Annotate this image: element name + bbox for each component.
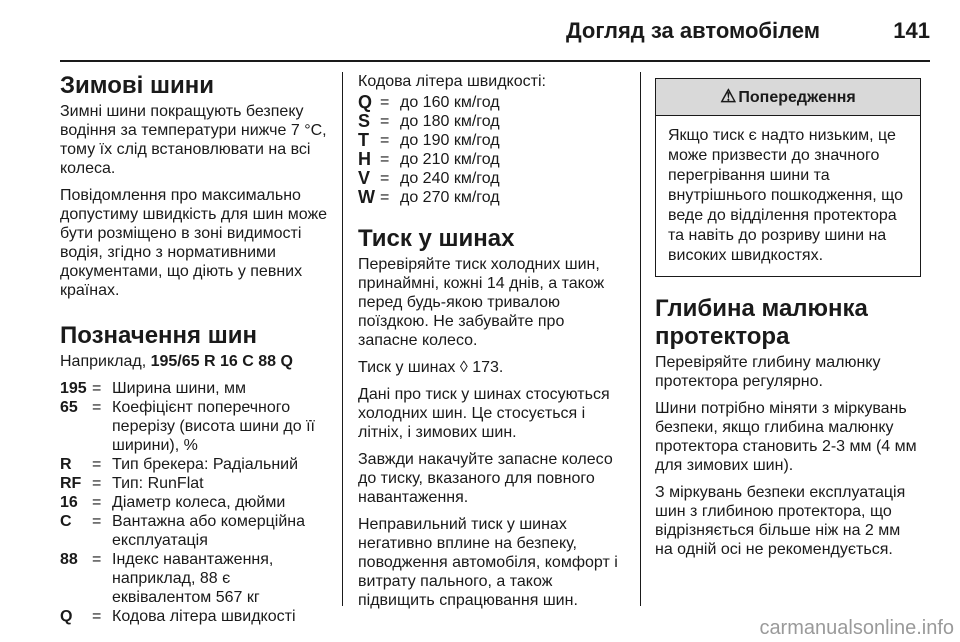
designation-row xyxy=(60,607,328,626)
speed-code-row-value: до 270 км/год xyxy=(400,189,500,206)
designation-row-value: Діаметр колеса, дюйми xyxy=(112,494,286,511)
designation-row-equals: = xyxy=(92,608,102,625)
winter-tires-paragraph-2: Повідомлення про максимально допустиму швидкість для шин може бути розміщено в зоні видимості водія, згідно з нормативними документами, що діють у певних країнах. xyxy=(60,187,328,299)
designation-row-key: Q xyxy=(60,608,73,625)
winter-tires-paragraph-1: Зимні шини покращують безпеку водіння за температури нижче 7 °C, тому їх слід встановлювати на всі колеса. xyxy=(60,103,327,177)
designation-row-value: Вантажна або комерційна експлуатація xyxy=(112,513,306,549)
designation-row-key: 88 xyxy=(60,551,78,568)
speed-code-row xyxy=(358,131,626,150)
pressure-paragraph-4: Завжди накачуйте запасне колесо до тиску, вказаного для повного навантаження. xyxy=(358,451,613,506)
designation-row-equals: = xyxy=(92,456,102,473)
pressure-reference xyxy=(358,358,626,377)
winter-tires-heading: Зимові шини xyxy=(60,72,214,99)
designation-row-equals: = xyxy=(92,494,102,511)
speed-code-row-equals: = xyxy=(380,132,390,149)
depth-paragraph-1: Перевіряйте глибину малюнку протектора регулярно. xyxy=(655,354,881,390)
example-prefix: Наприклад, xyxy=(60,353,151,370)
speed-code-row-key: V xyxy=(358,168,371,188)
tire-designation-heading: Позначення шин xyxy=(60,322,257,349)
speed-code-row xyxy=(358,169,626,188)
speed-code-row-key: Q xyxy=(358,92,373,112)
speed-code-row-value: до 190 км/год xyxy=(400,132,500,149)
warning-title: Попередження xyxy=(738,89,856,106)
designation-row-value: Ширина шини, мм xyxy=(112,380,247,397)
speed-code-row-value: до 180 км/год xyxy=(400,113,500,130)
warning-triangle-icon: ⚠ xyxy=(720,86,737,106)
header-rule xyxy=(60,60,930,62)
warning-box xyxy=(655,78,921,277)
designation-example xyxy=(60,352,328,371)
designation-row-key: 16 xyxy=(60,494,78,511)
designation-row-key: C xyxy=(60,513,72,530)
speed-code-intro: Кодова літера швидкості: xyxy=(358,73,546,90)
speed-code-row-key: H xyxy=(358,149,371,169)
speed-code-row-equals: = xyxy=(380,170,390,187)
depth-paragraph-3: З міркувань безпеки експлуатація шин з глибиною протектора, що відрізняється більше ніж на 2 мм на одній осі не рекомендується. xyxy=(655,484,906,558)
designation-row xyxy=(60,455,328,474)
speed-code-row-key: T xyxy=(358,130,369,150)
pressure-paragraph-5: Неправильний тиск у шинах негативно вплине на безпеку, поводження автомобіля, комфорт і витрату пального, а також підвищить спрацювання шин. xyxy=(358,516,618,609)
header-title: Догляд за автомобілем xyxy=(565,18,820,43)
example-code: 195/65 R 16 C 88 Q xyxy=(150,353,293,370)
speed-code-row-value: до 160 км/год xyxy=(400,94,500,111)
page-number: 141 xyxy=(893,18,930,43)
column-divider-1 xyxy=(342,72,343,606)
tire-pressure-heading: Тиск у шинах xyxy=(358,225,515,252)
pressure-ref-page: 173. xyxy=(467,359,504,376)
column-divider-2 xyxy=(640,72,641,606)
watermark: carmanualsonline.info xyxy=(759,617,954,639)
designation-list xyxy=(60,379,328,626)
pressure-paragraph-3: Дані про тиск у шинах стосуються холодних шин. Це стосується і літніх, і зимових шин. xyxy=(358,386,610,441)
speed-code-row-key: S xyxy=(358,111,371,131)
designation-row-key: 65 xyxy=(60,399,78,416)
designation-row-equals: = xyxy=(92,513,102,530)
designation-row-equals: = xyxy=(92,380,102,397)
designation-row-key: 195 xyxy=(60,380,87,397)
speed-code-row xyxy=(358,112,626,131)
page-header xyxy=(60,0,930,60)
designation-row-key: R xyxy=(60,456,72,473)
pressure-ref-text: Тиск у шинах xyxy=(358,359,460,376)
depth-paragraph-2: Шини потрібно міняти з міркувань безпеки, якщо глибина малюнку протектора становить 2-3 мм (4 мм для зимових шин). xyxy=(655,400,917,474)
designation-row-value: Індекс навантаження, наприклад, 88 є еквівалентом 567 кг xyxy=(112,551,274,606)
speed-code-row xyxy=(358,93,626,112)
warning-header xyxy=(656,79,920,116)
speed-code-row-equals: = xyxy=(380,113,390,130)
column-1 xyxy=(60,72,328,626)
designation-row xyxy=(60,550,328,607)
speed-code-row xyxy=(358,188,626,207)
speed-code-list xyxy=(358,93,626,207)
speed-code-row-equals: = xyxy=(380,189,390,206)
speed-code-row-value: до 240 км/год xyxy=(400,170,500,187)
warning-text: Якщо тиск є надто низьким, це може призвести до значного перегрівання шини та внутрішнього пошкодження, що веде до відділення протектора та навіть до розриву шини на високих швидкостях. xyxy=(668,127,904,264)
designation-row xyxy=(60,379,328,398)
designation-row-value: Кодова літера швидкості xyxy=(112,608,296,625)
designation-row xyxy=(60,512,328,550)
designation-row xyxy=(60,398,328,455)
speed-code-row-equals: = xyxy=(380,151,390,168)
designation-row xyxy=(60,493,328,512)
speed-code-row-value: до 210 км/год xyxy=(400,151,500,168)
speed-code-row-key: W xyxy=(358,187,375,207)
column-2 xyxy=(358,72,626,618)
designation-row xyxy=(60,474,328,493)
designation-row-value: Тип: RunFlat xyxy=(112,475,204,492)
tread-depth-heading: Глибина малюнка протектора xyxy=(655,295,868,350)
page-reference-arrow-icon: ◊ xyxy=(459,359,468,376)
designation-row-equals: = xyxy=(92,551,102,568)
designation-row-key: RF xyxy=(60,475,82,492)
designation-row-value: Коефіцієнт поперечного перерізу (висота шини до її ширини), % xyxy=(112,399,315,454)
designation-row-equals: = xyxy=(92,475,102,492)
designation-row-equals: = xyxy=(92,399,102,416)
speed-code-row xyxy=(358,150,626,169)
designation-row-value: Тип брекера: Радіальний xyxy=(112,456,299,473)
column-3 xyxy=(655,72,921,567)
pressure-paragraph-1: Перевіряйте тиск холодних шин, принаймні, кожні 14 днів, а також перед будь-якою тривалою поїздкою. Не забувайте про запасне колесо. xyxy=(358,256,605,349)
speed-code-row-equals: = xyxy=(380,94,390,111)
